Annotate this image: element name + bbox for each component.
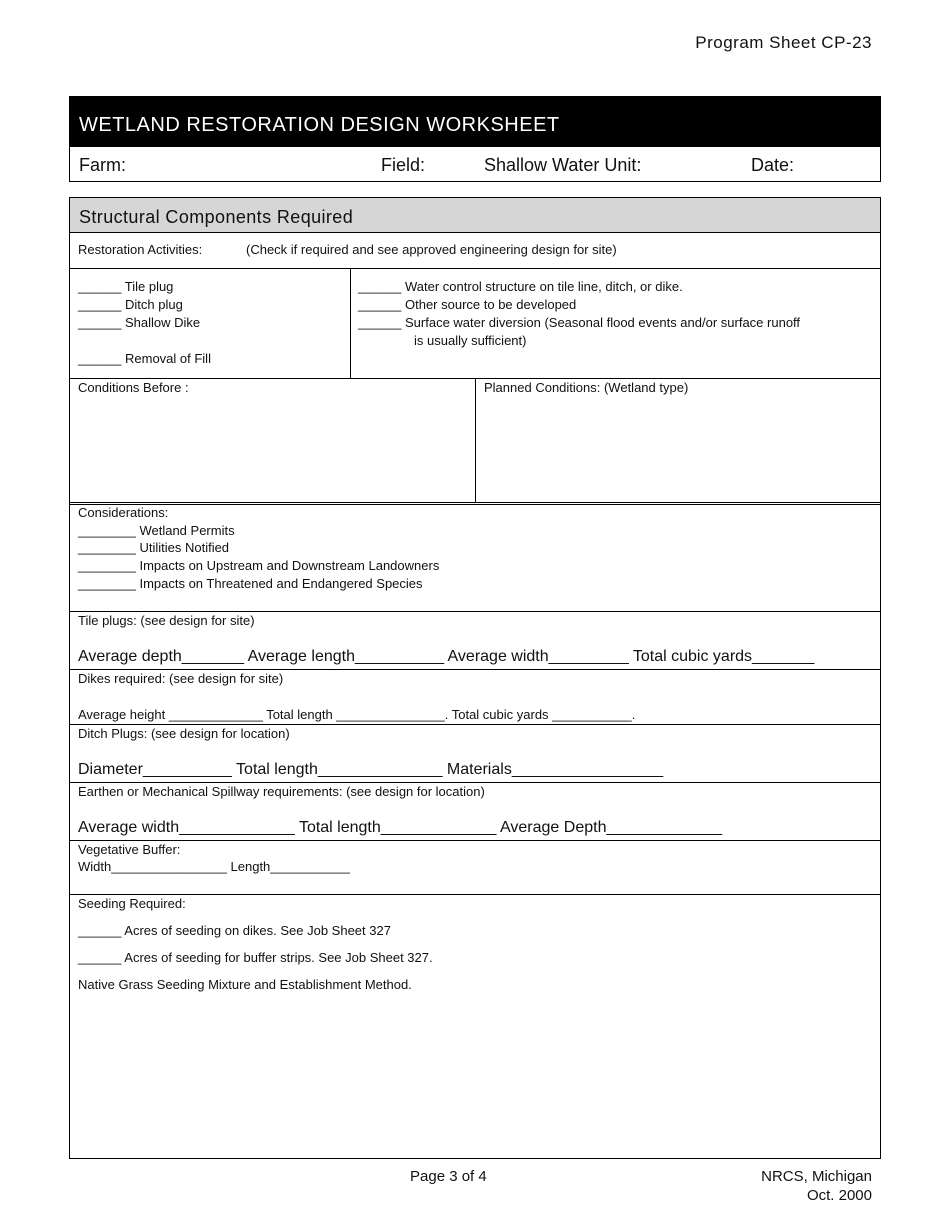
divider bbox=[69, 504, 881, 505]
seeding-label: Seeding Required: bbox=[78, 896, 186, 911]
planned-conditions-label: Planned Conditions: (Wetland type) bbox=[484, 380, 689, 395]
buffer-fields[interactable]: Width________________ Length___________ bbox=[78, 859, 350, 874]
ditch-plugs-label: Ditch Plugs: (see design for location) bbox=[78, 726, 290, 741]
column-divider bbox=[350, 268, 351, 378]
info-row bbox=[69, 147, 881, 182]
checkbox-seeding-dikes[interactable]: ______ Acres of seeding on dikes. See Job Sheet 327 bbox=[78, 923, 391, 938]
checkbox-surface-water[interactable]: ______ Surface water diversion (Seasonal flood events and/or surface runoff bbox=[358, 315, 801, 330]
checkbox-tile-plug[interactable]: ______ Tile plug bbox=[78, 279, 174, 294]
checkbox-utilities-notified[interactable]: ________ Utilities Notified bbox=[78, 540, 230, 555]
checkbox-removal-of-fill[interactable]: ______ Removal of Fill bbox=[78, 351, 211, 366]
checkbox-seeding-buffer[interactable]: ______ Acres of seeding for buffer strips. See Job Sheet 327. bbox=[78, 950, 433, 965]
checkbox-landowner-impacts[interactable]: ________ Impacts on Upstream and Downstream Landowners bbox=[78, 558, 440, 573]
buffer-label: Vegetative Buffer: bbox=[78, 842, 181, 857]
footer-org: NRCS, Michigan bbox=[761, 1168, 872, 1185]
checkbox-wetland-permits[interactable]: ________ Wetland Permits bbox=[78, 523, 235, 538]
section-heading: Structural Components Required bbox=[69, 197, 881, 233]
tile-plugs-fields[interactable]: Average depth_______ Average length__________ Average width_________ Total cubic yards_______ bbox=[78, 648, 815, 665]
native-grass-label: Native Grass Seeding Mixture and Establishment Method. bbox=[78, 977, 412, 992]
divider bbox=[69, 840, 881, 841]
shallow-water-unit-label: Shallow Water Unit: bbox=[484, 155, 642, 175]
checkbox-species-impacts[interactable]: ________ Impacts on Threatened and Endangered Species bbox=[78, 576, 423, 591]
dikes-label: Dikes required: (see design for site) bbox=[78, 671, 284, 686]
spillway-fields[interactable]: Average width_____________ Total length_____________ Average Depth_____________ bbox=[78, 819, 723, 836]
restoration-activities-label: Restoration Activities: bbox=[78, 242, 203, 257]
field-label: Field: bbox=[381, 155, 426, 175]
surface-water-note: is usually sufficient) bbox=[414, 333, 527, 348]
checkbox-other-source[interactable]: ______ Other source to be developed bbox=[358, 297, 577, 312]
checkbox-water-control[interactable]: ______ Water control structure on tile line, ditch, or dike. bbox=[358, 279, 683, 294]
tile-plugs-label: Tile plugs: (see design for site) bbox=[78, 613, 255, 628]
farm-label: Farm: bbox=[79, 155, 126, 175]
divider bbox=[69, 894, 881, 895]
checkbox-shallow-dike[interactable]: ______ Shallow Dike bbox=[78, 315, 201, 330]
considerations-label: Considerations: bbox=[78, 505, 169, 520]
conditions-before-label: Conditions Before : bbox=[78, 380, 189, 395]
program-sheet-label: Program Sheet CP-23 bbox=[695, 33, 872, 52]
worksheet-title: WETLAND RESTORATION DESIGN WORKSHEET bbox=[69, 96, 881, 147]
ditch-plugs-fields[interactable]: Diameter__________ Total length______________ Materials_________________ bbox=[78, 761, 664, 778]
column-divider bbox=[475, 378, 476, 502]
page-number: Page 3 of 4 bbox=[410, 1168, 487, 1185]
restoration-activities-note: (Check if required and see approved engineering design for site) bbox=[246, 242, 617, 257]
spillway-label: Earthen or Mechanical Spillway requirements: (see design for location) bbox=[78, 784, 485, 799]
dikes-fields[interactable]: Average height _____________ Total length _______________. Total cubic yards ___________. bbox=[78, 707, 636, 722]
footer-date: Oct. 2000 bbox=[806, 1187, 872, 1204]
divider bbox=[69, 268, 881, 269]
date-label: Date: bbox=[751, 155, 795, 175]
divider bbox=[69, 502, 881, 503]
checkbox-ditch-plug[interactable]: ______ Ditch plug bbox=[78, 297, 183, 312]
